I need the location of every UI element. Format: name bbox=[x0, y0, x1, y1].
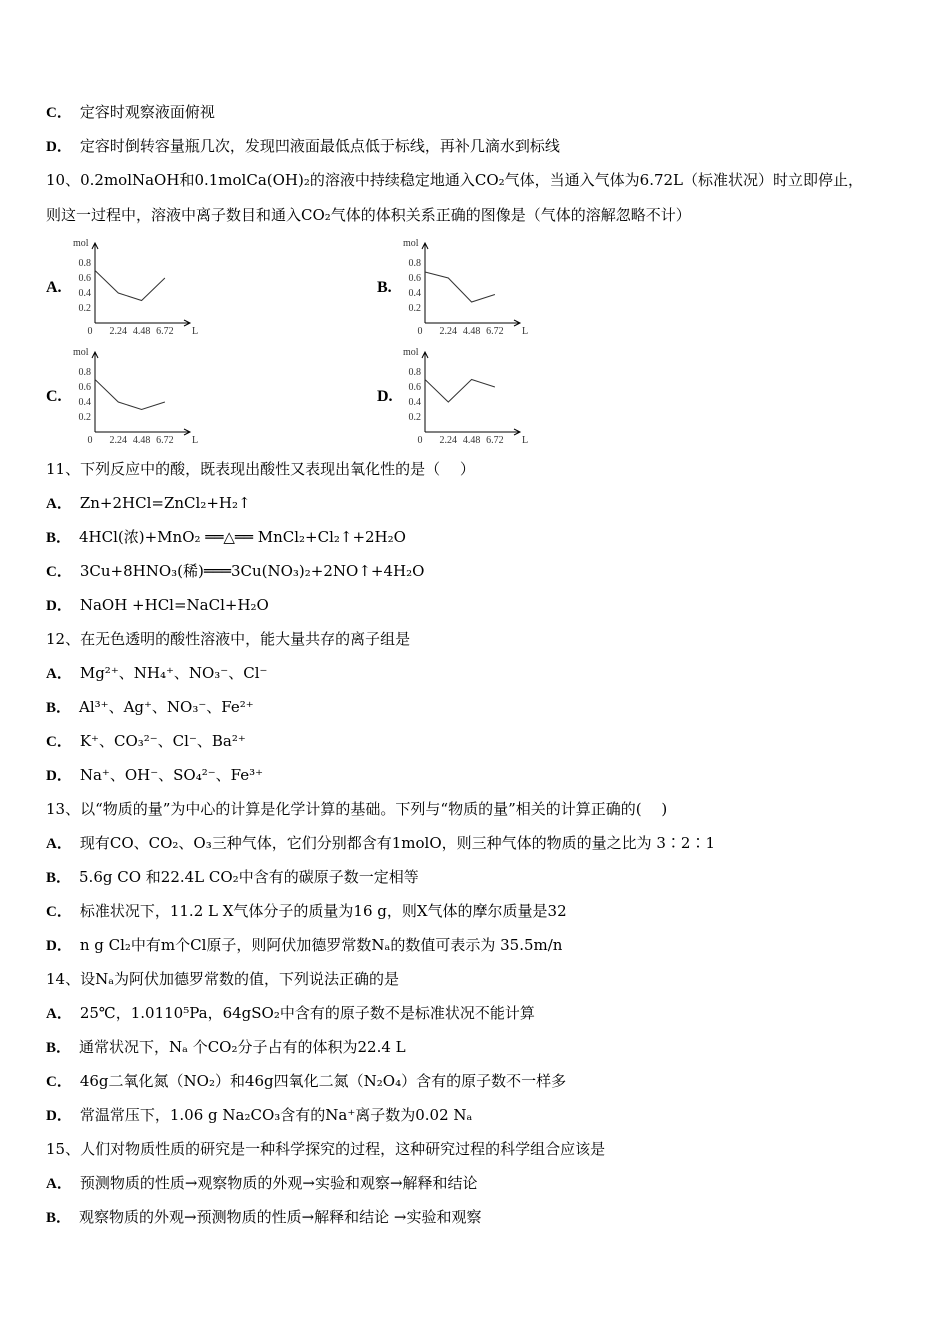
question-line bbox=[46, 799, 667, 819]
x-axis-label: L bbox=[522, 435, 529, 446]
x-tick-label: 0 bbox=[417, 326, 423, 337]
line-text: 观察物质的外观→预测物质的性质→解释和结论 →实验和观察 bbox=[79, 1208, 482, 1226]
line-text: NaOH +HCl=NaCl+H₂O bbox=[79, 596, 269, 614]
option-line bbox=[46, 1105, 472, 1126]
line-text: 现有CO、CO₂、O₃三种气体，它们分别都含有1molO，则三种气体的物质的量之比为 3∶2∶1 bbox=[79, 834, 716, 852]
y-tick-label: 0.6 bbox=[408, 382, 421, 393]
option-letter: C． bbox=[46, 564, 72, 580]
line-text: 25℃，1.0110⁵Pa，64gSO₂中含有的原子数不是标准状况不能计算 bbox=[79, 1004, 535, 1022]
option-letter: B． bbox=[46, 700, 72, 716]
option-letter: B． bbox=[46, 870, 72, 886]
option-line bbox=[46, 1071, 566, 1092]
x-tick-label: 0 bbox=[417, 435, 423, 446]
option-letter: D． bbox=[46, 938, 72, 954]
option-line bbox=[46, 663, 267, 684]
y-tick-label: 0.4 bbox=[78, 288, 91, 299]
question-line bbox=[46, 205, 691, 225]
option-letter: D． bbox=[46, 598, 72, 614]
y-axis-label: mol bbox=[403, 347, 419, 358]
x-tick-label: 4.48 bbox=[132, 326, 151, 337]
line-text: 3Cu+8HNO₃(稀)═══3Cu(NO₃)₂+2NO↑+4H₂O bbox=[79, 562, 425, 580]
option-letter: B． bbox=[46, 1210, 72, 1226]
line-text: 常温常压下，1.06 g Na₂CO₃含有的Na⁺离子数为0.02 Nₐ bbox=[79, 1106, 473, 1124]
chart-option-label: D. bbox=[377, 388, 393, 405]
chart bbox=[405, 349, 535, 449]
x-axis-label: L bbox=[522, 326, 529, 337]
option-line bbox=[46, 102, 215, 123]
line-text: 通常状况下，Nₐ 个CO₂分子占有的体积为22.4 L bbox=[79, 1038, 406, 1056]
y-tick-label: 0.8 bbox=[408, 258, 421, 269]
line-text: Na⁺、OH⁻、SO₄²⁻、Fe³⁺ bbox=[79, 766, 264, 784]
x-tick-label: 2.24 bbox=[439, 326, 458, 337]
option-letter: D． bbox=[46, 1108, 72, 1124]
x-tick-label: 0 bbox=[87, 326, 93, 337]
option-line bbox=[46, 1003, 535, 1024]
line-text: 定容时倒转容量瓶几次，发现凹液面最低点低于标线，再补几滴水到标线 bbox=[79, 137, 560, 155]
chart-option-label: B. bbox=[377, 279, 392, 296]
x-tick-label: 6.72 bbox=[486, 326, 504, 337]
y-tick-label: 0.2 bbox=[408, 303, 421, 314]
line-text: 则这一过程中，溶液中离子数目和通入CO₂气体的体积关系正确的图像是（气体的溶解忽略不计） bbox=[46, 206, 691, 224]
x-tick-label: 4.48 bbox=[132, 435, 151, 446]
y-tick-label: 0.4 bbox=[78, 397, 91, 408]
x-tick-label: 2.24 bbox=[439, 435, 458, 446]
option-letter: A． bbox=[46, 666, 72, 682]
option-letter: D． bbox=[46, 139, 72, 155]
option-line bbox=[46, 527, 406, 548]
line-text: 12、在无色透明的酸性溶液中，能大量共存的离子组是 bbox=[46, 630, 411, 648]
y-tick-label: 0.8 bbox=[78, 367, 91, 378]
line-text: 预测物质的性质→观察物质的外观→实验和观察→解释和结论 bbox=[79, 1174, 478, 1192]
option-letter: A． bbox=[46, 836, 72, 852]
question-line bbox=[46, 459, 475, 479]
y-tick-label: 0.6 bbox=[408, 273, 421, 284]
x-tick-label: 4.48 bbox=[462, 435, 481, 446]
line-text: Zn+2HCl=ZnCl₂+H₂↑ bbox=[79, 494, 251, 512]
x-tick-label: 2.24 bbox=[109, 435, 128, 446]
option-letter: C． bbox=[46, 1074, 72, 1090]
x-axis-label: L bbox=[192, 326, 199, 337]
y-axis-label: mol bbox=[73, 238, 89, 249]
question-line bbox=[46, 629, 410, 649]
option-letter: D． bbox=[46, 768, 72, 784]
line-text: 10、0.2molNaOH和0.1molCa(OH)₂的溶液中持续稳定地通入CO₂气体，当通入气体为6.72L（标准状况）时立即停止， bbox=[46, 171, 864, 189]
option-line bbox=[46, 765, 263, 786]
line-text: 定容时观察液面俯视 bbox=[79, 103, 215, 121]
option-line bbox=[46, 935, 562, 956]
line-text: 5.6g CO 和22.4L CO₂中含有的碳原子数一定相等 bbox=[79, 868, 419, 886]
option-line bbox=[46, 595, 269, 616]
line-text: Mg²⁺、NH₄⁺、NO₃⁻、Cl⁻ bbox=[79, 664, 268, 682]
x-tick-label: 6.72 bbox=[486, 435, 504, 446]
x-tick-label: 0 bbox=[87, 435, 93, 446]
option-letter: B． bbox=[46, 1040, 72, 1056]
x-tick-label: 6.72 bbox=[156, 326, 174, 337]
x-tick-label: 2.24 bbox=[109, 326, 128, 337]
y-tick-label: 0.6 bbox=[78, 382, 91, 393]
option-letter: A． bbox=[46, 1006, 72, 1022]
y-tick-label: 0.8 bbox=[78, 258, 91, 269]
chart bbox=[75, 349, 205, 449]
option-letter: A． bbox=[46, 1176, 72, 1192]
question-line bbox=[46, 1139, 605, 1159]
series-line bbox=[95, 271, 165, 301]
x-axis-label: L bbox=[192, 435, 199, 446]
chart bbox=[75, 240, 205, 340]
y-tick-label: 0.8 bbox=[408, 367, 421, 378]
y-axis-label: mol bbox=[403, 238, 419, 249]
option-line bbox=[46, 867, 419, 888]
option-letter: C． bbox=[46, 734, 72, 750]
x-tick-label: 4.48 bbox=[462, 326, 481, 337]
chart bbox=[405, 240, 535, 340]
option-line bbox=[46, 901, 567, 922]
series-line bbox=[425, 272, 495, 302]
y-tick-label: 0.2 bbox=[78, 412, 91, 423]
option-line bbox=[46, 1207, 482, 1228]
option-letter: A． bbox=[46, 496, 72, 512]
series-line bbox=[425, 380, 495, 403]
option-letter: C． bbox=[46, 105, 72, 121]
chart-option-label: C. bbox=[46, 388, 62, 405]
y-tick-label: 0.4 bbox=[408, 288, 421, 299]
line-text: 46g二氧化氮（NO₂）和46g四氧化二氮（N₂O₄）含有的原子数不一样多 bbox=[79, 1072, 567, 1090]
line-text: n g Cl₂中有m个Cl原子，则阿伏加德罗常数Nₐ的数值可表示为 35.5m/n bbox=[79, 936, 563, 954]
question-line bbox=[46, 969, 399, 989]
option-line bbox=[46, 697, 254, 718]
x-tick-label: 6.72 bbox=[156, 435, 174, 446]
option-line bbox=[46, 833, 715, 854]
option-line bbox=[46, 1173, 478, 1194]
line-text: K⁺、CO₃²⁻、Cl⁻、Ba²⁺ bbox=[79, 732, 246, 750]
line-text: 11、下列反应中的酸，既表现出酸性又表现出氧化性的是（ ） bbox=[46, 460, 475, 478]
line-text: 标准状况下，11.2 L X气体分子的质量为16 g，则X气体的摩尔质量是32 bbox=[79, 902, 567, 920]
question-line bbox=[46, 170, 863, 190]
option-line bbox=[46, 1037, 406, 1058]
option-line bbox=[46, 561, 424, 582]
line-text: 15、人们对物质性质的研究是一种科学探究的过程，这种研究过程的科学组合应该是 bbox=[46, 1140, 606, 1158]
line-text: 13、以“物质的量”为中心的计算是化学计算的基础。下列与“物质的量”相关的计算正确的( ) bbox=[46, 800, 668, 818]
y-tick-label: 0.2 bbox=[408, 412, 421, 423]
y-tick-label: 0.6 bbox=[78, 273, 91, 284]
option-line bbox=[46, 136, 560, 157]
line-text: 14、设Nₐ为阿伏加德罗常数的值，下列说法正确的是 bbox=[46, 970, 400, 988]
line-text: 4HCl(浓)+MnO₂ ══△══ MnCl₂+Cl₂↑+2H₂O bbox=[79, 528, 406, 546]
y-axis-label: mol bbox=[73, 347, 89, 358]
option-line bbox=[46, 493, 251, 514]
series-line bbox=[95, 380, 165, 410]
option-letter: C． bbox=[46, 904, 72, 920]
line-text: Al³⁺、Ag⁺、NO₃⁻、Fe²⁺ bbox=[79, 698, 254, 716]
chart-option-label: A. bbox=[46, 279, 62, 296]
y-tick-label: 0.2 bbox=[78, 303, 91, 314]
option-line bbox=[46, 731, 246, 752]
option-letter: B． bbox=[46, 530, 72, 546]
y-tick-label: 0.4 bbox=[408, 397, 421, 408]
